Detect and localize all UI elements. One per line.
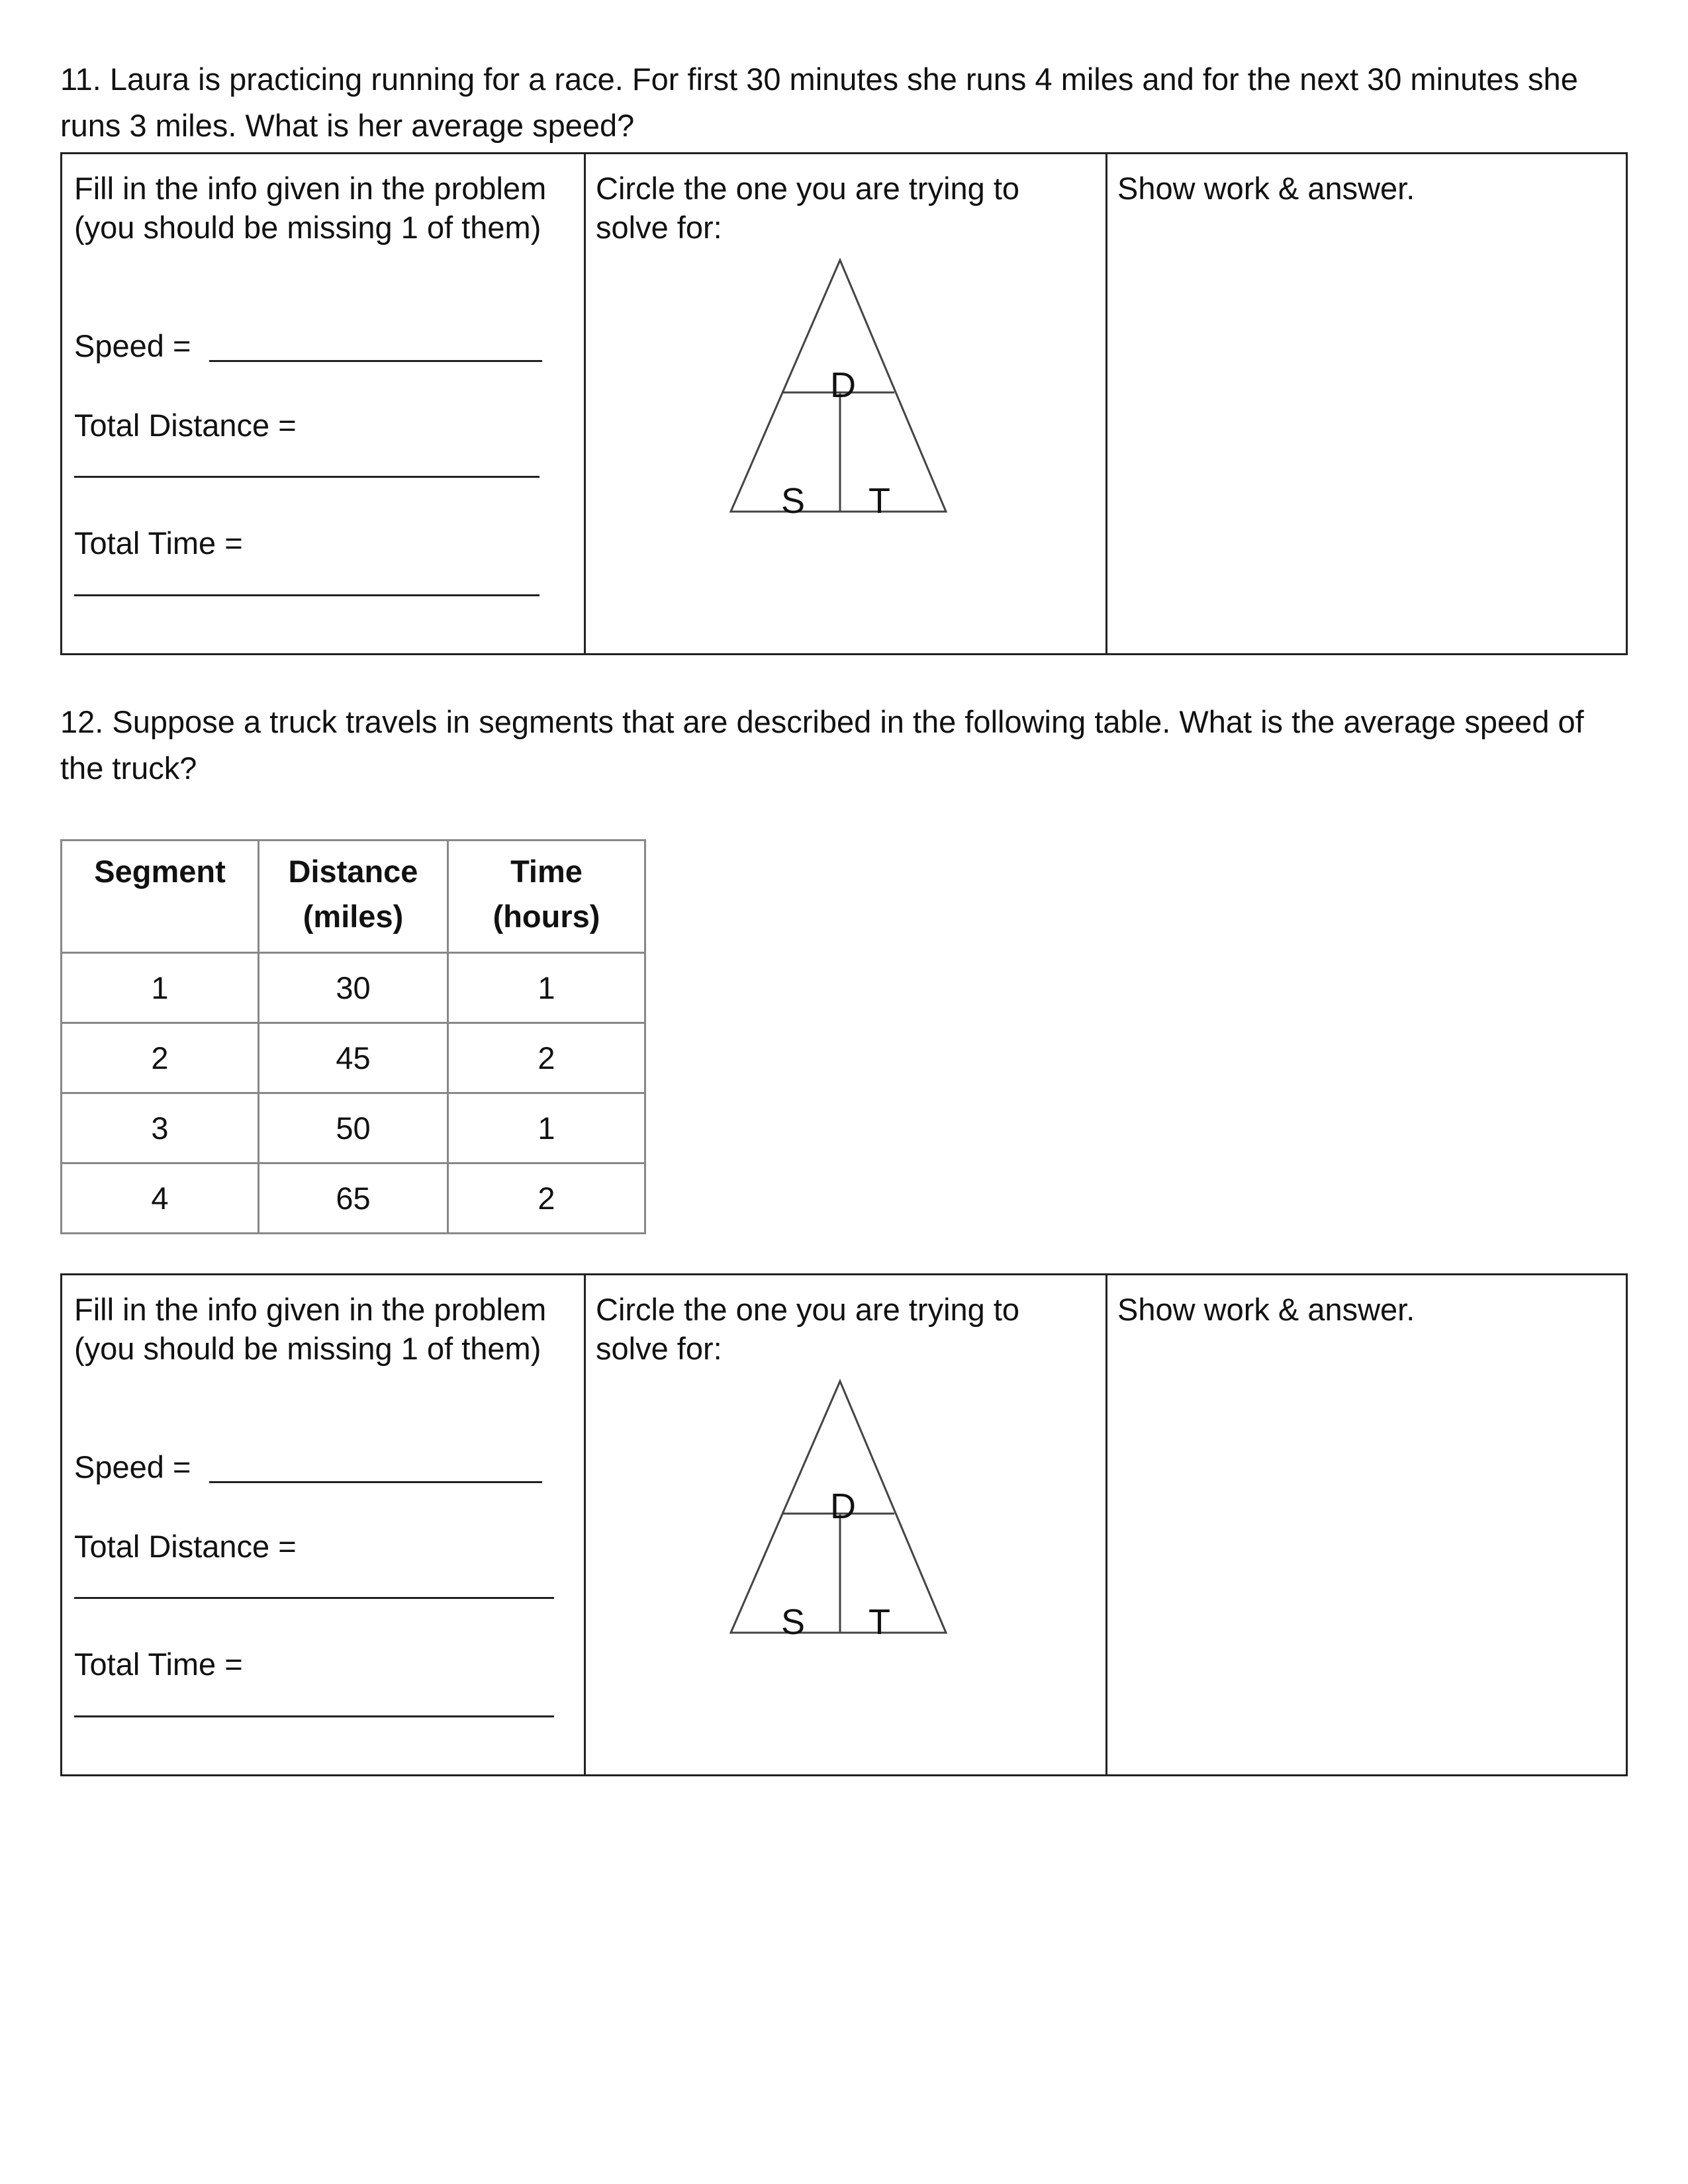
cell-time: 2	[448, 1023, 645, 1093]
speed-answer-line[interactable]	[209, 1481, 542, 1483]
total-time-answer-line[interactable]	[74, 1715, 554, 1717]
cell-segment: 1	[62, 953, 259, 1023]
cell-segment: 4	[62, 1163, 259, 1234]
question-12-text: 12. Suppose a truck travels in segments that are described in the following table. What is the average speed of the truck?	[60, 704, 1584, 786]
cell-time: 2	[448, 1163, 645, 1234]
q11-answer-box	[60, 152, 1628, 655]
speed-answer-line[interactable]	[209, 360, 542, 362]
triangle-distance-d[interactable]: D	[830, 365, 856, 405]
given-info-instructions: Fill in the info given in the problem (you should be missing 1 of them)	[74, 171, 547, 245]
cell-distance: 65	[259, 1163, 448, 1234]
table-row	[62, 1093, 645, 1163]
show-work-label: Show work & answer.	[1117, 171, 1415, 206]
segments-table	[60, 839, 646, 1234]
solve-for-instructions: Circle the one you are trying to solve for:	[596, 1292, 1020, 1366]
triangle-distance-d[interactable]: D	[830, 1486, 856, 1526]
speed-label: Speed =	[74, 1449, 191, 1484]
table-row	[62, 1023, 645, 1093]
cell-segment: 2	[62, 1023, 259, 1093]
total-time-label: Total Time =	[74, 1647, 243, 1682]
cell-time: 1	[448, 1093, 645, 1163]
show-work-label: Show work & answer.	[1117, 1292, 1415, 1327]
triangle-speed-s[interactable]: S	[781, 481, 806, 521]
cell-distance: 30	[259, 953, 448, 1023]
speed-label: Speed =	[74, 328, 191, 363]
header-segment: Segment	[62, 841, 259, 953]
triangle-time-t[interactable]: T	[868, 481, 890, 521]
total-distance-label: Total Distance =	[74, 1529, 297, 1564]
total-distance-label: Total Distance =	[74, 408, 297, 443]
header-distance: Distance (miles)	[259, 841, 448, 953]
total-distance-answer-line[interactable]	[74, 476, 539, 478]
given-info-instructions: Fill in the info given in the problem (you should be missing 1 of them)	[74, 1292, 547, 1366]
solve-for-instructions: Circle the one you are trying to solve for:	[596, 171, 1020, 245]
total-time-label: Total Time =	[74, 525, 243, 561]
total-time-answer-line[interactable]	[74, 594, 539, 596]
triangle-speed-s[interactable]: S	[781, 1602, 806, 1642]
table-row	[62, 953, 645, 1023]
cell-distance: 45	[259, 1023, 448, 1093]
triangle-time-t[interactable]: T	[868, 1602, 890, 1642]
cell-segment: 3	[62, 1093, 259, 1163]
question-11-text: 11. Laura is practicing running for a race. For first 30 minutes she runs 4 miles and for the next 30 minutes she runs 3 miles. What is her average speed?	[60, 62, 1578, 143]
table-row	[62, 1163, 645, 1234]
table-header-row	[62, 841, 645, 953]
q12-answer-box	[60, 1273, 1628, 1776]
total-distance-answer-line[interactable]	[74, 1597, 554, 1599]
cell-distance: 50	[259, 1093, 448, 1163]
header-time: Time (hours)	[448, 841, 645, 953]
cell-time: 1	[448, 953, 645, 1023]
